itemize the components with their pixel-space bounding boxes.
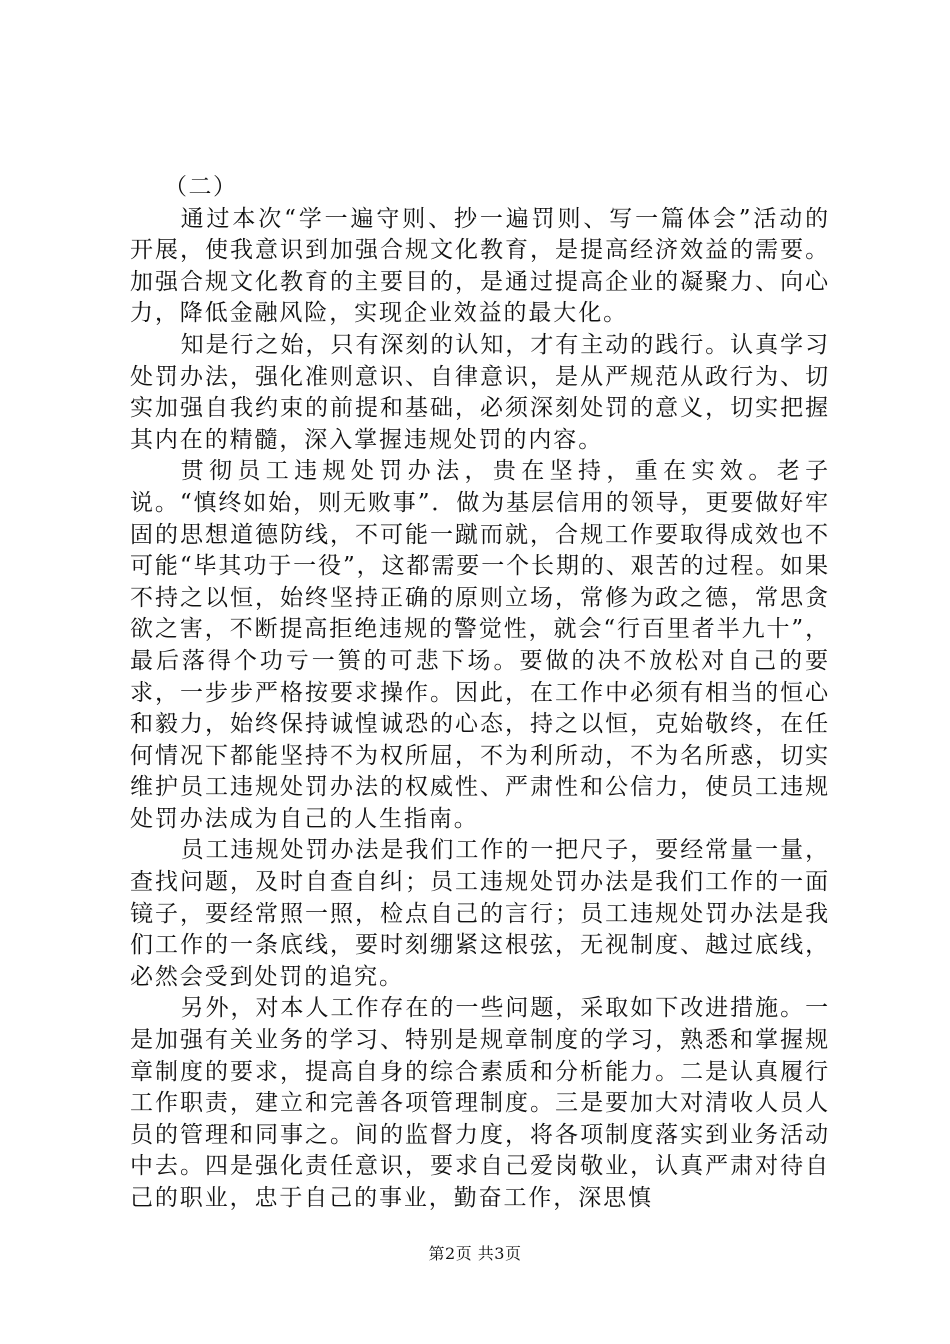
- paragraph-3: 贯彻员工违规处罚办法，贵在坚持，重在实效。老子说。“慎终如始，则无败事”．做为基层信用的领导，更要做好牢固的思想道德防线，不可能一蹴而就，合规工作要取得成效也不可能“毕其功于一役”，这都需要一个长期的、艰苦的过程。如果不持之以恒，始终坚持正确的原则立场，常修为政之德，常思贪欲之害，不断提高拒绝违规的警觉性，就会“行百里者半九十”，最后落得个功亏一篑的可悲下场。要做的决不放松对自己的要求，一步步严格按要求操作。因此，在工作中必须有相当的恒心和毅力，始终保持诚惶诚恐的心态，持之以恒，克始敬终，在任何情况下都能坚持不为权所屈，不为利所动，不为名所惑，切实维护员工违规处罚办法的权威性、严肃性和公信力，使员工违规处罚办法成为自己的人生指南。: [130, 458, 830, 832]
- paragraph-2: 知是行之始，只有深刻的认知，才有主动的践行。认真学习处罚办法，强化准则意识、自律意识，是从严规范从政行为、切实加强自我约束的前提和基础，必须深刻处罚的意义，切实把握其内在的精髓，深入掌握违规处罚的内容。: [130, 331, 830, 453]
- paragraph-4: 员工违规处罚办法是我们工作的一把尺子，要经常量一量，查找问题，及时自查自纠；员工违规处罚办法是我们工作的一面镜子，要经常照一照，检点自己的言行；员工违规处罚办法是我们工作的一条底线，要时刻绷紧这根弦，无视制度、越过底线，必然会受到处罚的追究。: [130, 837, 830, 990]
- paragraph-1: 通过本次“学一遍守则、抄一遍罚则、写一篇体会”活动的开展，使我意识到加强合规文化教育，是提高经济效益的需要。加强合规文化教育的主要目的，是通过提高企业的凝聚力、向心力，降低金融风险，实现企业效益的最大化。: [130, 205, 830, 327]
- document-body: [130, 172, 830, 1215]
- page-number-footer: 第2页 共3页: [428, 1244, 522, 1263]
- section-heading: （二）: [164, 174, 238, 200]
- paragraph-5: 另外，对本人工作存在的一些问题，采取如下改进措施。一是加强有关业务的学习、特别是规章制度的学习，熟悉和掌握规章制度的要求，提高自身的综合素质和分析能力。二是认真履行工作职责，建立和完善各项管理制度。三是要加大对清收人员人员的管理和同事之。间的监督力度，将各项制度落实到业务活动中去。四是强化责任意识，要求自己爱岗敬业，认真严肃对待自己的职业，忠于自己的事业，勤奋工作，深思慎: [130, 995, 830, 1211]
